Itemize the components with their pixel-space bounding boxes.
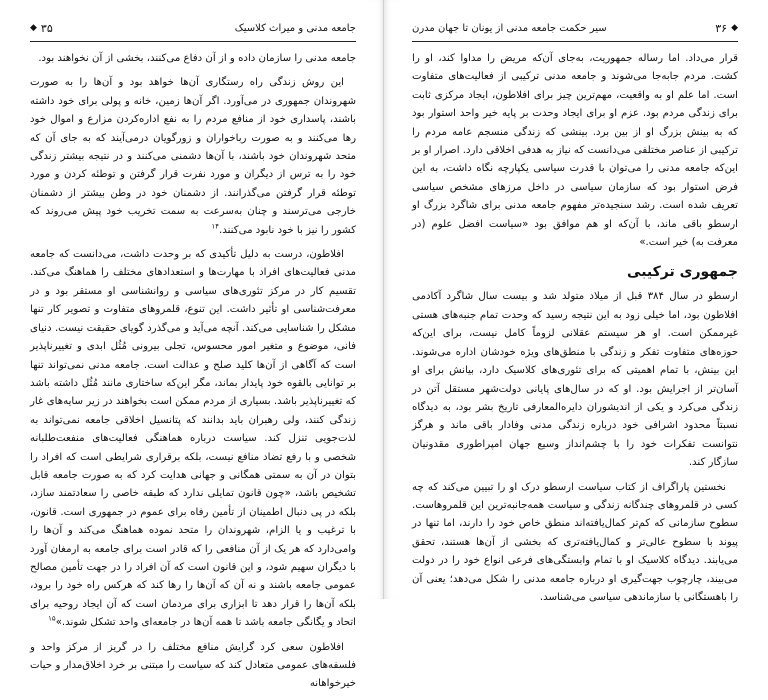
- left-paragraph-2: [30, 74, 356, 240]
- right-paragraph-1: قرار می‌داد. اما رساله جمهوریت، به‌جای آن‌که مریض را مداوا کند، او را کشت. مردم جابه‌جا می‌شوند و جامعه مدنی ترکیبی از فعالیت‌های متفاوت است. اما علم او به واقعیت، مهم‌ترین چیز برای افلاطون، ایجاد مرکزی ثابت برای زندگی مردم بود. عزم او برای ایجاد وحدت بر پایه خیر واحد استوار بود که به بینش بزرگ او از بین برد. بینشی که زندگی منسجم عامه مردم را ترکیبی از عناصر مختلفی می‌دانست که نیاز به هدفی اخلاقی دارد. اصرار او بر این‌که جامعه مدنی را می‌توان با قدرت سیاسی یکپارچه نگاه داشت، به این فرض استوار بود که سازمان سیاسی در داخل مرزهای مشخص سیاسی تعریف شده است. رشد سنجیده‌تر مفهوم جامعه مدنی برای شاگرد بزرگ او ارسطو باقی ماند، با آن‌که او هم موافق بود «سیاست افضل علوم (در معرفت به) خیر است.»: [412, 53, 738, 249]
- section-heading: جمهوری ترکیبی: [627, 264, 738, 281]
- right-running-head: سیر حکمت جامعه مدنی از یونان تا جهان مدرن: [412, 22, 607, 34]
- right-page-number-group: [715, 22, 738, 35]
- right-page-body: [412, 50, 738, 613]
- left-page: [0, 0, 384, 690]
- left-paragraph-1: جامعه مدنی را سازمان داده و از آن دفاع می‌کنند، بخشی از آن نخواهند بود.: [38, 53, 356, 64]
- right-page-header: [412, 18, 738, 42]
- left-running-head: جامعه مدنی و میراث کلاسیک: [234, 22, 356, 34]
- left-paragraph-4: افلاطون سعی کرد گرایش منافع مختلف را در گریز از مرکز واحد و فلسفه‌های عمومی متعادل کند که سیاست را مبتنی بر خرد اخلاق‌مدار و حیات خیرخواهانه: [30, 641, 356, 690]
- left-page-number: ۳۵: [40, 21, 53, 35]
- left-paragraph-3: [30, 246, 356, 633]
- right-paragraph-3: نخستین پاراگراف از کتاب سیاست ارسطو درک او را تبیین می‌کند که چه کسی در قلمروهای چندگانه زندگی و سیاست همه‌جانبه‌ترین این قلمروهاست. سطوح سازمانی که کم‌تر کمال‌یافته‌اند منطق خاص خود را دارند، اما تنها در پیوند با سطوح عالی‌تر و کمال‌یافته‌تری که بخشی از آن‌ها هستند، تحقق می‌یابند. دیدگاه کلاسیک او با تمام وابستگی‌های فرعی انواع خود را در دولت می‌بیند، چارچوب جهت‌گیری او درباره جامعه مدنی را شکل می‌دهد؛ یعنی آن را باهستگانی با سازماندهی سیاسی می‌شناسد.: [412, 481, 738, 603]
- right-paragraph-2: ارسطو در سال ۳۸۴ قبل از میلاد متولد شد و بیست سال شاگرد آکادمی افلاطون بود، اما خیلی زود به این نتیجه رسید که وحدت تمام جنبه‌های هستی غیرممکن است. او هر سیستم عقلانی لزوماً کامل نیست، برای این‌که حوزه‌های متفاوت تفکر و زندگی با منطق‌های ویژه خودشان اداره می‌شوند. این بینش، با تمام اهمیتی که برای تئوری‌های کلاسیک دارد، بیانش برای او آسان‌تر از اجرایش بود. او که در سال‌های پایانی دولت‌شهر مستقل آتن در زندگی می‌کرد و یکی از اندیشوران دایره‌المعارفی تاریخ بشر بود، به دیدگاه نسبتاً محدود اشرافی خود درباره زندگی مدنی وفادار باقی ماند و هرگز نتوانست تفکرات خود را با چشم‌انداز وسیع جهان امپراطوری مقدونیان سازگار کند.: [412, 291, 739, 469]
- diamond-ornament-icon: ◆: [30, 22, 37, 33]
- left-paragraph-3-text: افلاطون، درست به دلیل تأکیدی که بر وحدت داشت، می‌دانست که جامعه مدنی فعالیت‌های افراد با مهارت‌ها و استعدادهای مختلف را هماهنگ می‌کند. تقسیم کار در مرکز تئوری‌های سیاسی و روانشناسی او مستقر بود و در معرفت‌شناسی او تأثیر داشت. این تنوع، قلمروهای متفاوت و تصویر کار تنها مشکل را شناسایی می‌کند. آنچه می‌آید و می‌گذرد گویای حقیقت نیست. دنیای فانی، موضوع و متغیر امور محسوس، تجلی بیرونی مُثُل ابدی و تغییرناپذیر است که آگاهی از آن‌ها کلید صلح و عدالت است. جامعه مدنی نمی‌تواند تنها بر توانایی بالقوه خود پایدار بماند، مگر این‌که ساختاری مانند مُثُل داشته باشد که تغییرناپذیر باشد. بسیاری از مردم ممکن است بخواهند در زیر سایه‌های غار زندگی کنند، ولی رهبران باید بدانند که پتانسیل اخلاقی جامعه نمی‌تواند به لذت‌جویی تنزل کند. سیاست درباره هماهنگی فعالیت‌های منفعت‌طلبانه شخصی و با رفع تضاد منافع نیست، بلکه برقراری شرایطی است که افراد را بتوان در آن به سمتی همگانی و جهانی هدایت کرد که به صورت جامعه قابل تشخیص باشد، «چون قانون تمایلی ندارد که طبقه خاصی را سعادتمند سازد، بلکه در پی دنبال اطمینان از تأمین رفاه برای عموم در جمهوری است. قانون، با ترغیب و یا الزام، شهروندان را متحد نموده هماهنگ می‌کند و آن‌ها را وامی‌دارد که هر یک از آن منافعی را که قادر است برای جامعه به ارمغان آورد با دیگران سهیم شود، و این قانون است که آن افراد را در جهت تأمین مصالح عمومی جامعه باشند و نه آن که آن‌ها را رها کند که هرکس راه خود را برود، بلکه آن‌ها را قرار دهد تا ابزاری برای مردمان است که آن ایجاد روحیه برای اتحاد و یگانگی جامعه باشد تا همه آن‌ها در جامعه‌ای واحد تشکل شوند.»: [30, 249, 356, 629]
- footnote-marker-14: ۱۴: [211, 222, 220, 231]
- left-paragraph-2-text: این روش زندگی راه رستگاری آن‌ها خواهد بود و آن‌ها را به صورت شهروندان جمهوری در می‌آورد. اگر آن‌ها زمین، خانه و پولی برای خود داشته باشند، پاسداری خود از منافع مردم را به نفع اداره‌کردن مزارع و اموال خود رها می‌کنند و به صورت رباخواران و زورگویان درمی‌آیند که به جای آن که متحد شهروندان خود باشند، با آن‌ها دشمنی می‌کنند و در نتیجه بیشتر زندگی خود را به ترس از دیگران و مورد نفرت قرار گرفتن و توطئه کردن و مورد توطئه قرار گرفتن می‌گذرانند. از دشمنان خود در وطن بیشتر از دشمنان خارجی می‌ترسند و چنان به‌سرعت به سمت تخریب خود پیش می‌روند که کشور را نیز با خود نابود می‌کنند.: [30, 77, 356, 236]
- right-page: [384, 0, 768, 603]
- footnote-marker-15: ۱۵: [48, 614, 56, 623]
- right-page-number: ۳۶: [715, 21, 728, 35]
- diamond-ornament-icon: ◆: [731, 22, 738, 33]
- left-page-number-group: [30, 22, 53, 35]
- left-page-body: [30, 50, 356, 700]
- left-page-header: [30, 18, 356, 42]
